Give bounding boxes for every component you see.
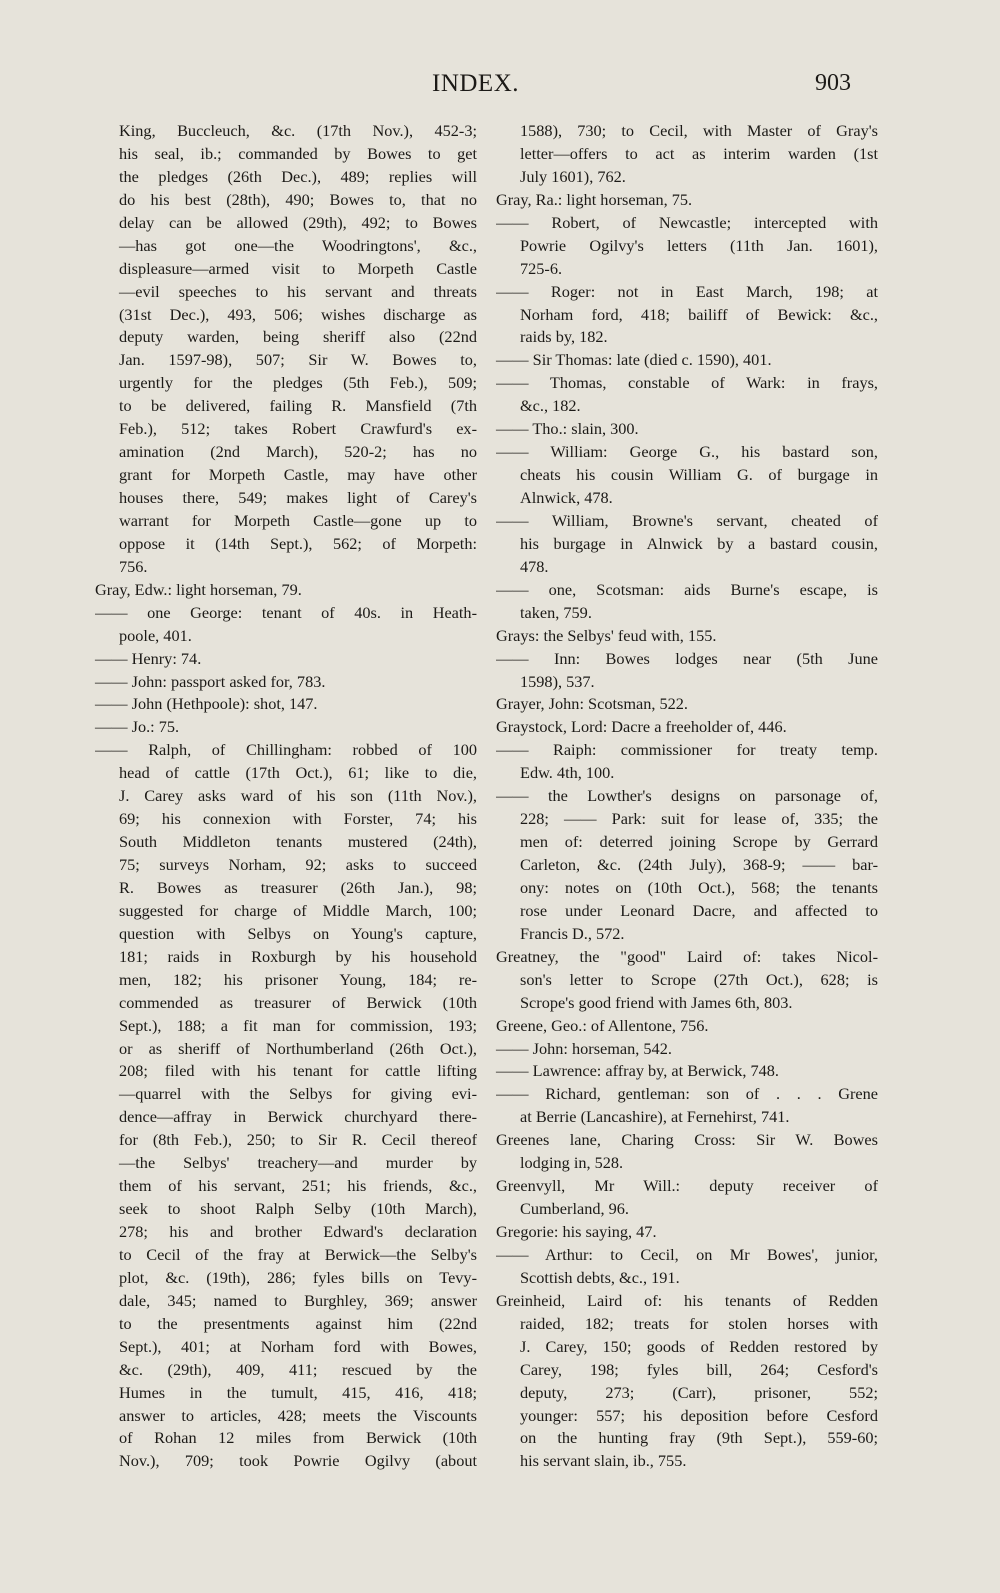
index-line: South Middleton tenants mustered (24th),: [119, 832, 477, 852]
index-line: letter—offers to act as interim warden (1st: [520, 143, 878, 163]
index-line: 1598), 537.: [520, 671, 595, 691]
index-line: delay can be allowed (29th), 492; to Bowes: [119, 212, 477, 232]
index-line: to the presentments against him (22nd: [119, 1313, 477, 1333]
index-line: Sept.), 188; a fit man for commission, 193;: [119, 1015, 477, 1035]
index-line: Alnwick, 478.: [520, 488, 613, 507]
index-line: Powrie Ogilvy's letters (11th Jan. 1601),: [520, 235, 878, 255]
index-line: question with Selbys on Young's capture,: [119, 923, 477, 943]
index-line: —evil speeches to his servant and threats: [119, 281, 477, 301]
index-line: rose under Leonard Dacre, and affected to: [520, 900, 878, 920]
index-line: Carleton, &c. (24th July), 368-9; —— bar-: [520, 855, 878, 874]
index-line: ony: notes on (10th Oct.), 568; the tenants: [520, 877, 878, 897]
index-line: of Rohan 12 miles from Berwick (10th: [119, 1428, 477, 1448]
index-line: —— Tho.: slain, 300.: [496, 419, 639, 439]
index-line: seek to shoot Ralph Selby (10th March),: [119, 1199, 477, 1219]
index-line: —— Inn: Bowes lodges near (5th June: [496, 648, 878, 668]
index-line: men, 182; his prisoner Young, 184; re-: [119, 969, 477, 989]
index-line: —— Sir Thomas: late (died c. 1590), 401.: [496, 350, 772, 370]
index-line: Scottish debts, &c., 191.: [520, 1267, 680, 1287]
index-line: —— William, Browne's servant, cheated of: [496, 510, 878, 530]
index-line: them of his servant, 251; his friends, &c.,: [119, 1176, 477, 1196]
page-title: INDEX.: [432, 70, 520, 97]
index-line: warrant for Morpeth Castle—gone up to: [119, 510, 477, 530]
index-line: —— the Lowther's designs on parsonage of,: [496, 786, 878, 806]
index-line: to Cecil of the fray at Berwick—the Selby's: [119, 1244, 477, 1264]
index-line: cheats his cousin William G. of burgage in: [520, 465, 878, 485]
index-line: taken, 759.: [520, 602, 592, 622]
index-line: Greatney, the "good" Laird of: takes Nicol-: [496, 946, 878, 966]
index-line: Sept.), 401; at Norham ford with Bowes,: [119, 1336, 477, 1356]
index-line: poole, 401.: [119, 625, 192, 645]
index-line: raided, 182; treats for stolen horses with: [520, 1313, 878, 1333]
index-line: deputy warden, being sheriff also (22nd: [119, 327, 477, 347]
index-line: Jan. 1597-98), 507; Sir W. Bowes to,: [119, 350, 477, 370]
index-line: —quarrel with the Selbys for giving evi-: [119, 1084, 477, 1104]
index-line: for (8th Feb.), 250; to Sir R. Cecil thereof: [119, 1130, 477, 1150]
index-line: amination (2nd March), 520-2; has no: [119, 442, 477, 462]
index-line: Feb.), 512; takes Robert Crawfurd's ex-: [119, 419, 477, 439]
index-line: Cumberland, 96.: [520, 1199, 629, 1219]
index-line: younger: 557; his deposition before Cesford: [520, 1405, 878, 1425]
index-line: —— one George: tenant of 40s. in Heath-: [95, 602, 477, 622]
left-column: [95, 120, 477, 1473]
index-line: Greenvyll, Mr Will.: deputy receiver of: [496, 1176, 878, 1196]
index-line: or as sheriff of Northumberland (26th Oct.),: [119, 1038, 477, 1058]
index-line: Norham ford, 418; bailiff of Bewick: &c.,: [520, 304, 878, 324]
index-line: 478.: [520, 556, 549, 576]
index-line: —— Thomas, constable of Wark: in frays,: [496, 373, 878, 393]
index-line: Humes in the tumult, 415, 416, 418;: [119, 1382, 477, 1402]
index-line: 756.: [119, 556, 148, 576]
index-line: —— Henry: 74.: [95, 648, 202, 668]
index-line: —— Raiph: commissioner for treaty temp.: [496, 740, 878, 760]
index-line: deputy, 273; (Carr), prisoner, 552;: [520, 1382, 878, 1402]
index-line: Gray, Ra.: light horseman, 75.: [496, 189, 693, 209]
index-line: —— John: passport asked for, 783.: [95, 671, 326, 691]
index-line: Grays: the Selbys' feud with, 155.: [496, 625, 717, 645]
index-line: Greinheid, Laird of: his tenants of Redden: [496, 1290, 878, 1310]
index-line: King, Buccleuch, &c. (17th Nov.), 452-3;: [119, 121, 477, 140]
index-line: to be delivered, failing R. Mansfield (7th: [119, 396, 477, 416]
index-line: head of cattle (17th Oct.), 61; like to die,: [119, 763, 477, 783]
index-line: 1588), 730; to Cecil, with Master of Gray's: [520, 121, 878, 140]
index-line: men of: deterred joining Scrope by Gerrard: [520, 832, 878, 852]
index-line: oppose it (14th Sept.), 562; of Morpeth:: [119, 533, 477, 553]
index-line: 181; raids in Roxburgh by his household: [119, 946, 477, 966]
index-line: —— Arthur: to Cecil, on Mr Bowes', junior,: [496, 1244, 878, 1264]
right-column: [496, 120, 878, 1473]
index-line: 228; —— Park: suit for lease of, 335; the: [520, 809, 878, 829]
index-line: suggested for charge of Middle March, 100;: [119, 900, 477, 920]
index-line: Nov.), 709; took Powrie Ogilvy (about: [119, 1451, 477, 1471]
index-line: Gregorie: his saying, 47.: [496, 1222, 657, 1241]
index-line: Grayer, John: Scotsman, 522.: [496, 694, 688, 714]
index-line: lodging in, 528.: [520, 1153, 624, 1173]
index-line: commended as treasurer of Berwick (10th: [119, 992, 477, 1012]
index-line: on the hunting fray (9th Sept.), 559-60;: [520, 1428, 878, 1448]
index-line: Greene, Geo.: of Allentone, 756.: [496, 1015, 709, 1035]
index-line: his seal, ib.; commanded by Bowes to get: [119, 143, 477, 163]
index-line: —— Jo.: 75.: [95, 717, 180, 737]
index-line: —has got one—the Woodringtons', &c.,: [119, 235, 477, 255]
index-line: displeasure—armed visit to Morpeth Castle: [119, 258, 477, 278]
index-line: —— Lawrence: affray by, at Berwick, 748.: [496, 1061, 780, 1081]
index-line: Edw. 4th, 100.: [520, 763, 615, 783]
index-line: 75; surveys Norham, 92; asks to succeed: [119, 855, 477, 874]
index-line: J. Carey, 150; goods of Redden restored by: [520, 1336, 878, 1356]
index-line: —— Robert, of Newcastle; intercepted with: [496, 212, 878, 232]
page-header: [0, 70, 1000, 104]
index-line: —— Richard, gentleman: son of . . . Grene: [496, 1084, 878, 1104]
index-line: J. Carey asks ward of his son (11th Nov.),: [119, 786, 477, 806]
index-line: &c., 182.: [520, 396, 581, 416]
index-line: Scrope's good friend with James 6th, 803.: [520, 992, 793, 1012]
index-line: (31st Dec.), 493, 506; wishes discharge as: [119, 304, 477, 324]
index-line: raids by, 182.: [520, 327, 608, 347]
index-line: son's letter to Scrope (27th Oct.), 628; is: [520, 969, 878, 989]
index-line: —— John: horseman, 542.: [496, 1038, 672, 1058]
index-line: —— Roger: not in East March, 198; at: [496, 281, 878, 301]
index-line: —— one, Scotsman: aids Burne's escape, is: [496, 579, 878, 599]
index-line: at Berrie (Lancashire), at Fernehirst, 741.: [520, 1107, 790, 1127]
index-line: answer to articles, 428; meets the Viscounts: [119, 1405, 477, 1425]
index-line: 208; filed with his tenant for cattle lifting: [119, 1061, 477, 1081]
index-line: houses there, 549; makes light of Carey's: [119, 488, 477, 507]
index-line: plot, &c. (19th), 286; fyles bills on Tevy-: [119, 1267, 477, 1287]
index-line: his burgage in Alnwick by a bastard cousin,: [520, 533, 878, 553]
index-line: Gray, Edw.: light horseman, 79.: [95, 579, 302, 599]
index-line: urgently for the pledges (5th Feb.), 509;: [119, 373, 477, 393]
index-line: Greenes lane, Charing Cross: Sir W. Bowes: [496, 1130, 878, 1150]
index-line: Francis D., 572.: [520, 923, 625, 943]
page-number: 903: [815, 70, 851, 96]
index-line: the pledges (26th Dec.), 489; replies will: [119, 166, 477, 186]
index-line: —— John (Hethpoole): shot, 147.: [95, 694, 318, 714]
index-line: dale, 345; named to Burghley, 369; answer: [119, 1290, 477, 1310]
index-line: July 1601), 762.: [520, 166, 626, 186]
index-line: do his best (28th), 490; Bowes to, that no: [119, 189, 477, 209]
index-line: —the Selbys' treachery—and murder by: [119, 1153, 477, 1173]
index-line: 278; his and brother Edward's declaration: [119, 1222, 477, 1241]
index-line: &c. (29th), 409, 411; rescued by the: [119, 1359, 477, 1379]
index-line: dence—affray in Berwick churchyard there-: [119, 1107, 477, 1127]
index-line: Graystock, Lord: Dacre a freeholder of, 446.: [496, 717, 787, 737]
index-line: 725-6.: [520, 258, 563, 278]
index-line: —— Ralph, of Chillingham: robbed of 100: [95, 740, 477, 760]
index-line: R. Bowes as treasurer (26th Jan.), 98;: [119, 877, 477, 897]
index-line: his servant slain, ib., 755.: [520, 1451, 687, 1471]
index-line: —— William: George G., his bastard son,: [496, 442, 878, 462]
index-line: 69; his connexion with Forster, 74; his: [119, 809, 477, 829]
index-line: grant for Morpeth Castle, may have other: [119, 465, 477, 485]
index-line: Carey, 198; fyles bill, 264; Cesford's: [520, 1359, 878, 1379]
